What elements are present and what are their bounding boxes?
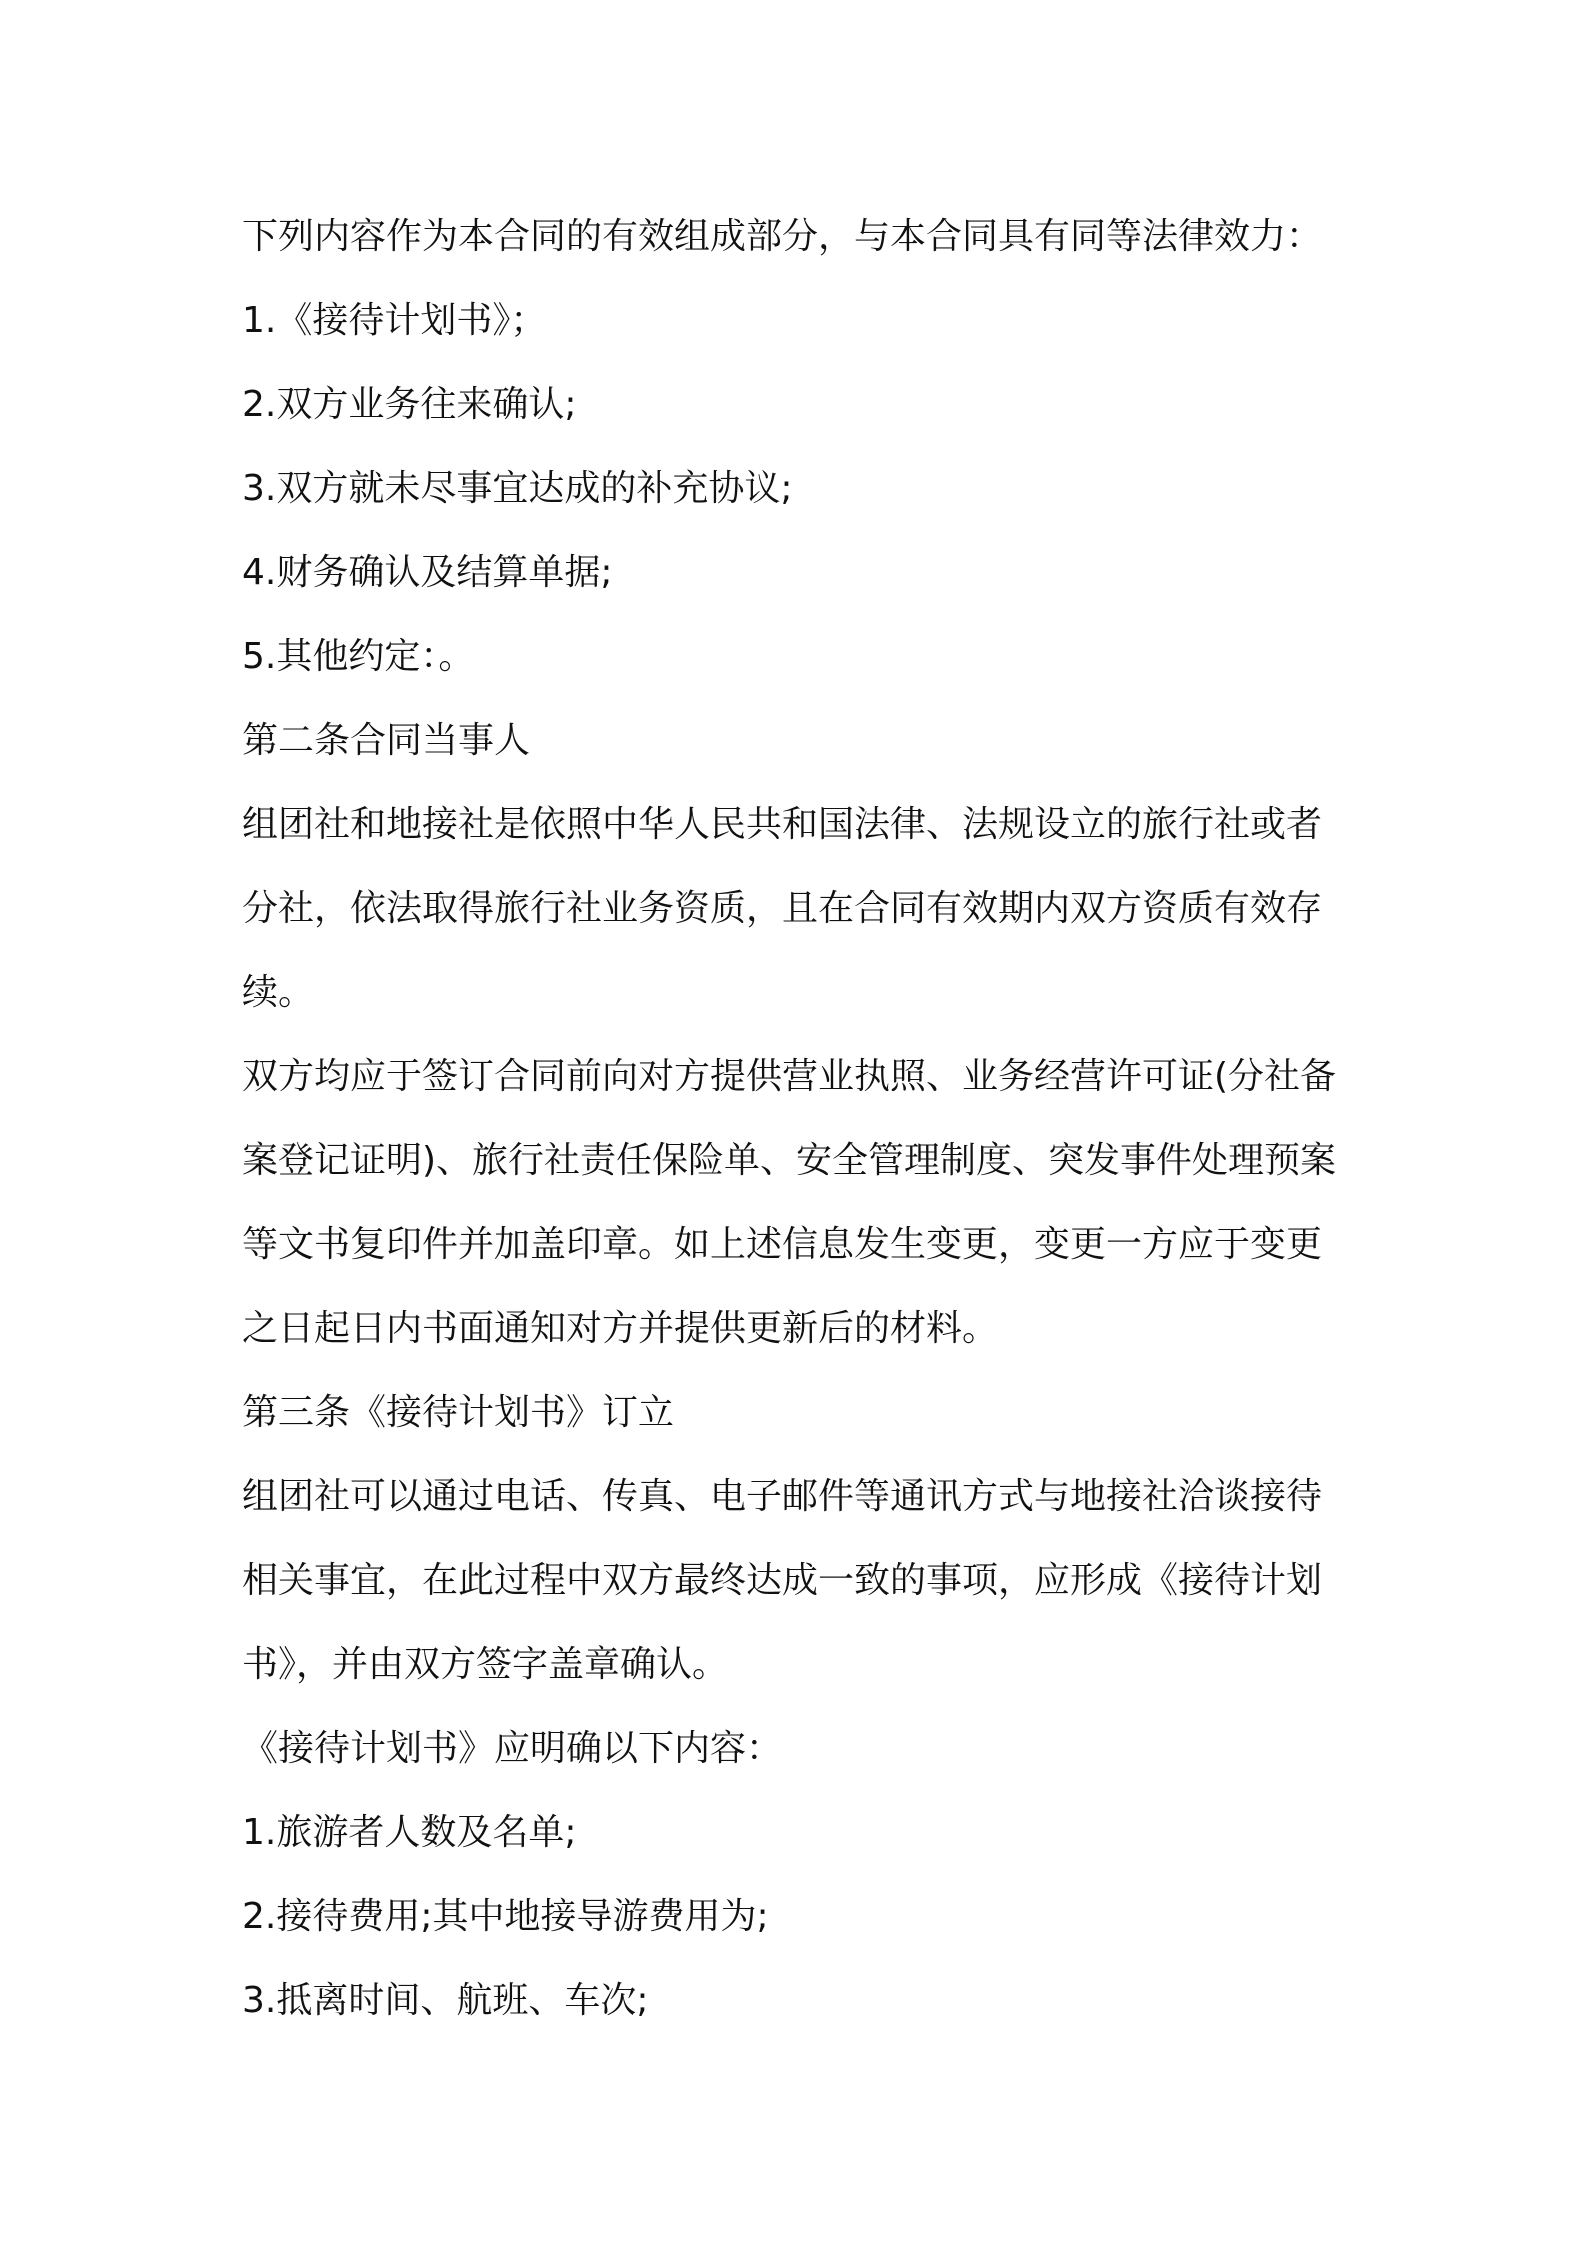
list-item: 5.其他约定：。 bbox=[242, 636, 475, 677]
body-paragraph: 《接待计划书》应明确以下内容： bbox=[242, 1728, 783, 1769]
section-heading: 第二条合同当事人 bbox=[242, 720, 531, 761]
list-item: 1.旅游者人数及名单; bbox=[242, 1812, 577, 1853]
intro-paragraph: 下列内容作为本合同的有效组成部分，与本合同具有同等法律效力： bbox=[242, 216, 1323, 257]
list-item: 4.财务确认及结算单据; bbox=[242, 552, 613, 593]
list-item: 2.接待费用;其中地接导游费用为; bbox=[242, 1896, 769, 1937]
list-item: 3.抵离时间、航班、车次; bbox=[242, 1980, 649, 2021]
body-paragraph: 双方均应于签订合同前向对方提供营业执照、业务经营许可证(分社备案登记证明)、旅行社责任保险单、安全管理制度、突发事件处理预案等文书复印件并加盖印章。如上述信息发生变更，变更一方应于变更之日起日内书面通知对方并提供更新后的材料。 bbox=[242, 1056, 1337, 1349]
list-item: 3.双方就未尽事宜达成的补充协议; bbox=[242, 468, 793, 509]
list-item: 1.《接待计划书》； bbox=[242, 300, 547, 341]
body-paragraph: 组团社可以通过电话、传真、电子邮件等通讯方式与地接社洽谈接待相关事宜，在此过程中双方最终达成一致的事项，应形成《接待计划书》，并由双方签字盖章确认。 bbox=[242, 1476, 1323, 1685]
section-heading: 第三条《接待计划书》订立 bbox=[242, 1392, 675, 1433]
list-item: 2.双方业务往来确认; bbox=[242, 384, 577, 425]
document-body bbox=[242, 195, 1352, 2043]
body-paragraph: 组团社和地接社是依照中华人民共和国法律、法规设立的旅行社或者分社，依法取得旅行社业务资质，且在合同有效期内双方资质有效存续。 bbox=[242, 804, 1323, 1013]
